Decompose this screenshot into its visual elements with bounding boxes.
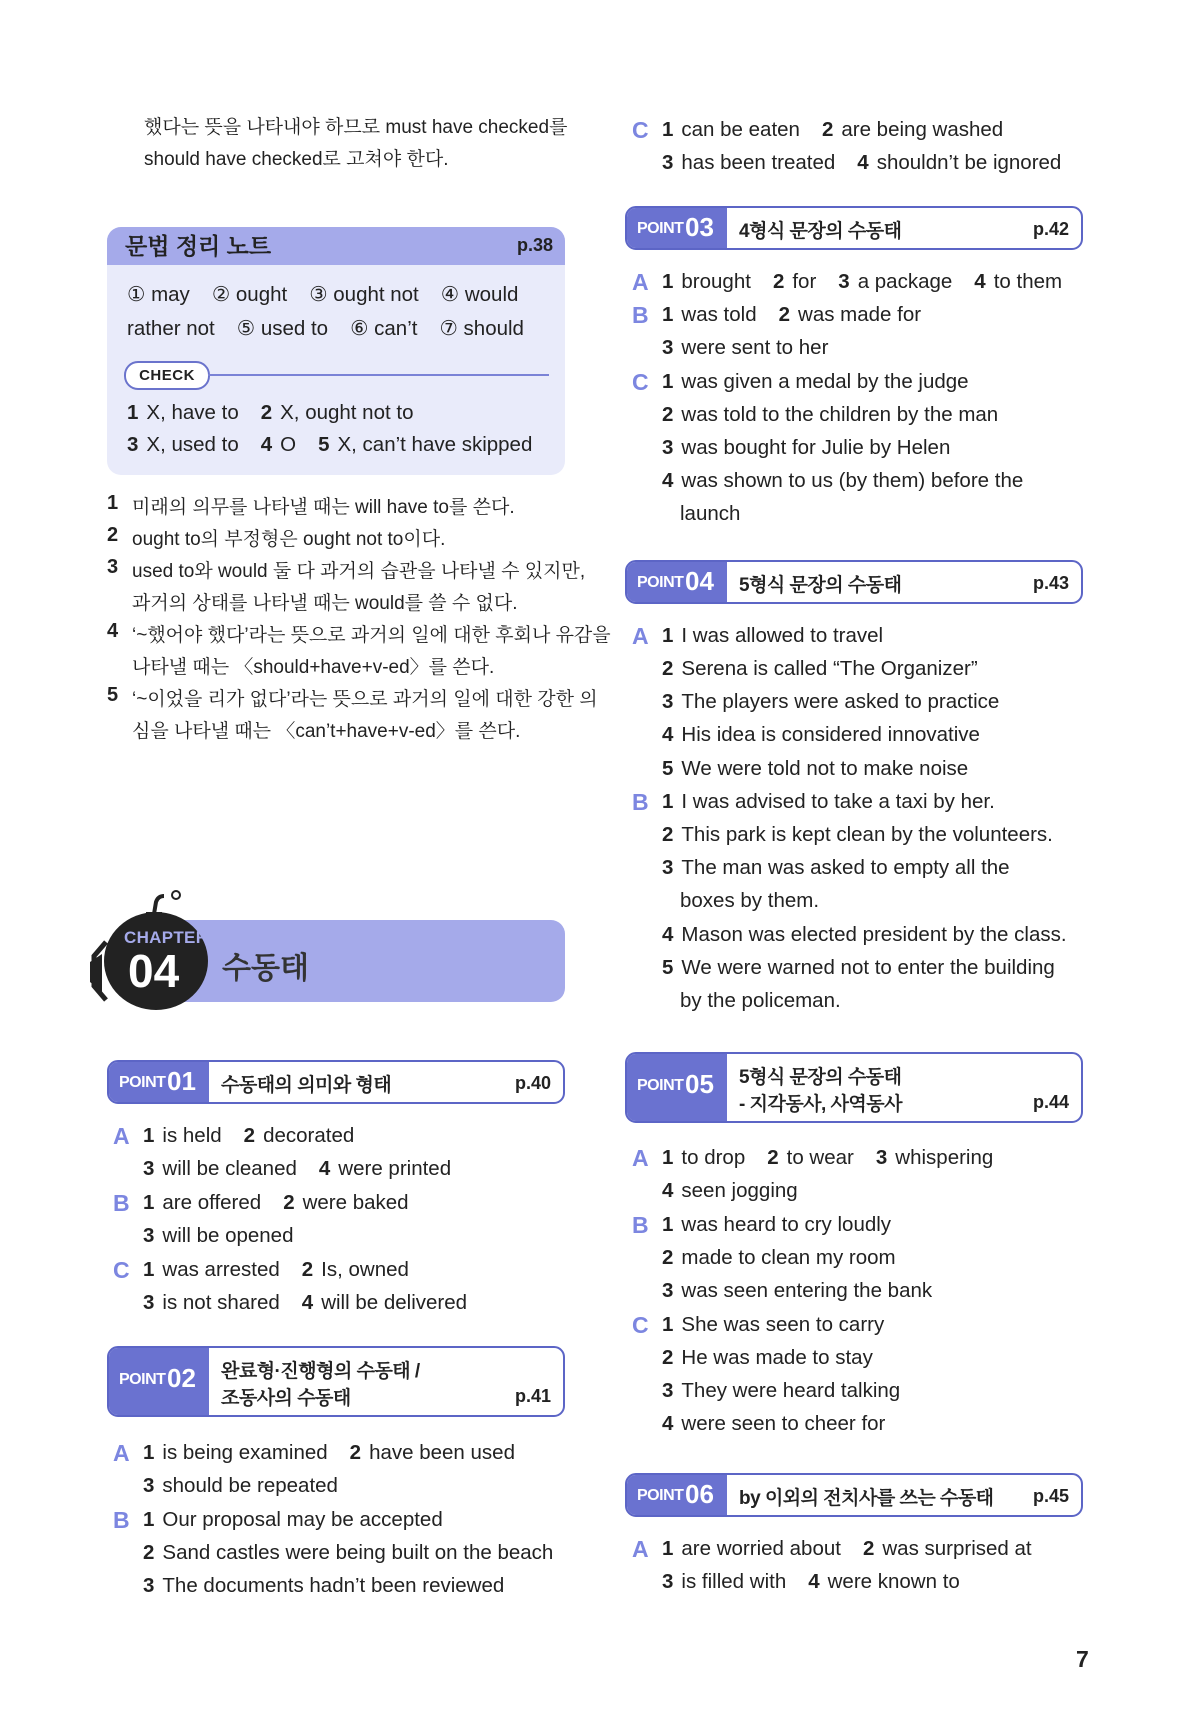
point-badge: POINT 06 bbox=[627, 1475, 727, 1515]
answer-line: 1 was given a medal by the judge bbox=[662, 370, 969, 393]
grammar-note-title: 문법 정리 노트 bbox=[125, 233, 272, 259]
answer-line: 3 will be cleaned 4 were printed bbox=[143, 1157, 452, 1180]
answer-line: 1 Our proposal may be accepted bbox=[143, 1508, 443, 1531]
page-number: 7 bbox=[1076, 1646, 1089, 1672]
answer-line: 1 was heard to cry loudly bbox=[662, 1213, 892, 1236]
grammar-note-box bbox=[107, 227, 565, 475]
answer-line: 3 was seen entering the bank bbox=[662, 1279, 933, 1302]
point-page: p.43 bbox=[1032, 573, 1069, 593]
section-letter-b: B bbox=[632, 789, 649, 815]
point-badge: POINT 04 bbox=[627, 562, 727, 602]
point-badge: POINT 03 bbox=[627, 208, 727, 248]
point-title: 4형식 문장의 수동태 bbox=[739, 221, 902, 242]
point-page: p.45 bbox=[1032, 1486, 1069, 1506]
section-letter-a: A bbox=[632, 1145, 649, 1171]
explanation-number: 1 bbox=[107, 492, 119, 514]
grammar-items-line-1: ① may ② ought ③ ought not ④ would bbox=[127, 283, 519, 306]
answer-line: 3 should be repeated bbox=[143, 1474, 338, 1497]
explanation-number: 3 bbox=[107, 556, 119, 578]
explanation-text: ‘~이었을 리가 없다’라는 뜻으로 과거의 일에 대한 강한 의 bbox=[132, 689, 598, 710]
section-letter-a: A bbox=[113, 1440, 130, 1466]
section-letter-a: A bbox=[632, 1536, 649, 1562]
answer-line: 3 were sent to her bbox=[662, 336, 829, 359]
answer-line: 3 They were heard talking bbox=[662, 1379, 901, 1402]
check-label: CHECK bbox=[124, 361, 210, 390]
explanation-text: 심을 나타낼 때는 〈can’t+have+v-ed〉를 쓴다. bbox=[132, 721, 521, 742]
check-answers-line-1: 1 X, have to 2 X, ought not to bbox=[127, 401, 414, 424]
check-divider bbox=[208, 374, 549, 376]
check-answers-line-2: 3 X, used to 4 O 5 X, can’t have skipped bbox=[127, 433, 533, 456]
point-03-header bbox=[625, 206, 1083, 250]
explanation-text: ‘~했어야 했다’라는 뜻으로 과거의 일에 대한 후회나 유감을 bbox=[132, 625, 611, 646]
answer-line: 2 Sand castles were being built on the beach bbox=[143, 1541, 554, 1564]
point-badge: POINT 05 bbox=[627, 1054, 727, 1121]
answer-line: 1 is being examined 2 have been used bbox=[143, 1441, 515, 1464]
explanation-number: 2 bbox=[107, 524, 119, 546]
point-title: 5형식 문장의 수동태 bbox=[739, 1067, 902, 1088]
section-letter-b: B bbox=[632, 1212, 649, 1238]
answer-line: 1 was told 2 was made for bbox=[662, 303, 922, 326]
point-title-line-2: - 지각동사, 사역동사 bbox=[739, 1094, 902, 1115]
answer-line: 5 We were told not to make noise bbox=[662, 757, 969, 780]
point-01-header bbox=[107, 1060, 565, 1104]
intro-line-2: should have checked로 고쳐야 한다. bbox=[144, 149, 449, 170]
section-letter-c: C bbox=[632, 117, 649, 143]
point-title: 완료형·진행형의 수동태 / bbox=[221, 1361, 420, 1382]
intro-line-1: 했다는 뜻을 나타내야 하므로 must have checked를 bbox=[144, 117, 568, 138]
answer-line: 1 I was allowed to travel bbox=[662, 624, 884, 647]
answer-line: 1 I was advised to take a taxi by her. bbox=[662, 790, 995, 813]
explanation-text: 과거의 상태를 나타낼 때는 would를 쓸 수 없다. bbox=[132, 593, 518, 614]
point-02-header bbox=[107, 1346, 565, 1417]
explanation-number: 4 bbox=[107, 620, 119, 642]
answer-line: 4 was shown to us (by them) before the bbox=[662, 469, 1024, 492]
section-letter-a: A bbox=[632, 623, 649, 649]
answer-line: 2 Serena is called “The Organizer” bbox=[662, 657, 978, 680]
answer-line: 1 is held 2 decorated bbox=[143, 1124, 355, 1147]
answer-line: 2 This park is kept clean by the volunteers. bbox=[662, 823, 1053, 846]
section-letter-c: C bbox=[632, 1312, 649, 1338]
explanation-text: 나타낼 때는 〈should+have+v-ed〉를 쓴다. bbox=[132, 657, 495, 678]
point-page: p.40 bbox=[514, 1073, 551, 1093]
answer-line: 3 The players were asked to practice bbox=[662, 690, 1000, 713]
point-page: p.41 bbox=[514, 1386, 551, 1406]
answer-line: launch bbox=[680, 502, 741, 525]
grammar-items-line-2: rather not ⑤ used to ⑥ can’t ⑦ should bbox=[127, 317, 524, 340]
answer-line: 4 seen jogging bbox=[662, 1179, 798, 1202]
answer-line: 3 was bought for Julie by Helen bbox=[662, 436, 951, 459]
answer-line: 3 is not shared 4 will be delivered bbox=[143, 1291, 468, 1314]
grammar-note-header bbox=[107, 227, 565, 265]
answer-line: 2 He was made to stay bbox=[662, 1346, 873, 1369]
answer-line: 1 brought 2 for 3 a package 4 to them bbox=[662, 270, 1063, 293]
answer-line: 1 are worried about 2 was surprised at bbox=[662, 1537, 1032, 1560]
answer-line: 1 can be eaten 2 are being washed bbox=[662, 118, 1004, 141]
point-04-header bbox=[625, 560, 1083, 604]
point-title-line-2: 조동사의 수동태 bbox=[221, 1388, 351, 1409]
answer-line: 3 The man was asked to empty all the bbox=[662, 856, 1010, 879]
explanation-text: used to와 would 둘 다 과거의 습관을 나타낼 수 있지만, bbox=[132, 561, 586, 582]
section-letter-a: A bbox=[113, 1123, 130, 1149]
point-badge: POINT 01 bbox=[109, 1062, 209, 1102]
point-06-header bbox=[625, 1473, 1083, 1517]
point-page: p.42 bbox=[1032, 219, 1069, 239]
point-page: p.44 bbox=[1032, 1092, 1069, 1112]
answer-line: 5 We were warned not to enter the building bbox=[662, 956, 1055, 979]
point-title: by 이외의 전치사를 쓰는 수동태 bbox=[739, 1488, 994, 1509]
point-title: 수동태의 의미와 형태 bbox=[221, 1075, 392, 1096]
answer-line: 4 were seen to cheer for bbox=[662, 1412, 886, 1435]
answer-line: 4 Mason was elected president by the class. bbox=[662, 923, 1067, 946]
answer-line: 1 She was seen to carry bbox=[662, 1313, 885, 1336]
section-letter-c: C bbox=[632, 369, 649, 395]
point-05-header bbox=[625, 1052, 1083, 1123]
answer-line: 2 made to clean my room bbox=[662, 1246, 896, 1269]
grammar-note-page: p.38 bbox=[516, 235, 553, 255]
answer-line: 3 will be opened bbox=[143, 1224, 294, 1247]
answer-line: 3 has been treated 4 shouldn’t be ignored bbox=[662, 151, 1062, 174]
answer-line: 3 The documents hadn’t been reviewed bbox=[143, 1574, 505, 1597]
chapter-title: 수동태 bbox=[222, 952, 309, 985]
chapter-banner bbox=[152, 920, 565, 1002]
answer-line: 4 His idea is considered innovative bbox=[662, 723, 980, 746]
point-title: 5형식 문장의 수동태 bbox=[739, 575, 902, 596]
answer-line: boxes by them. bbox=[680, 889, 820, 912]
section-letter-c: C bbox=[113, 1257, 130, 1283]
section-letter-b: B bbox=[632, 302, 649, 328]
chapter-word: CHAPTER bbox=[124, 928, 209, 947]
section-letter-b: B bbox=[113, 1190, 130, 1216]
answer-line: 3 is filled with 4 were known to bbox=[662, 1570, 960, 1593]
answer-line: 1 was arrested 2 Is, owned bbox=[143, 1258, 409, 1281]
chapter-number: 04 bbox=[128, 945, 180, 997]
answer-line: 1 to drop 2 to wear 3 whispering bbox=[662, 1146, 994, 1169]
section-letter-a: A bbox=[632, 269, 649, 295]
explanation-text: 미래의 의무를 나타낼 때는 will have to를 쓴다. bbox=[132, 497, 515, 518]
answer-line: 1 are offered 2 were baked bbox=[143, 1191, 409, 1214]
answer-line: 2 was told to the children by the man bbox=[662, 403, 999, 426]
point-badge: POINT 02 bbox=[109, 1348, 209, 1415]
explanation-text: ought to의 부정형은 ought not to이다. bbox=[132, 529, 446, 550]
section-letter-b: B bbox=[113, 1507, 130, 1533]
explanation-number: 5 bbox=[107, 684, 119, 706]
answer-line: by the policeman. bbox=[680, 989, 841, 1012]
